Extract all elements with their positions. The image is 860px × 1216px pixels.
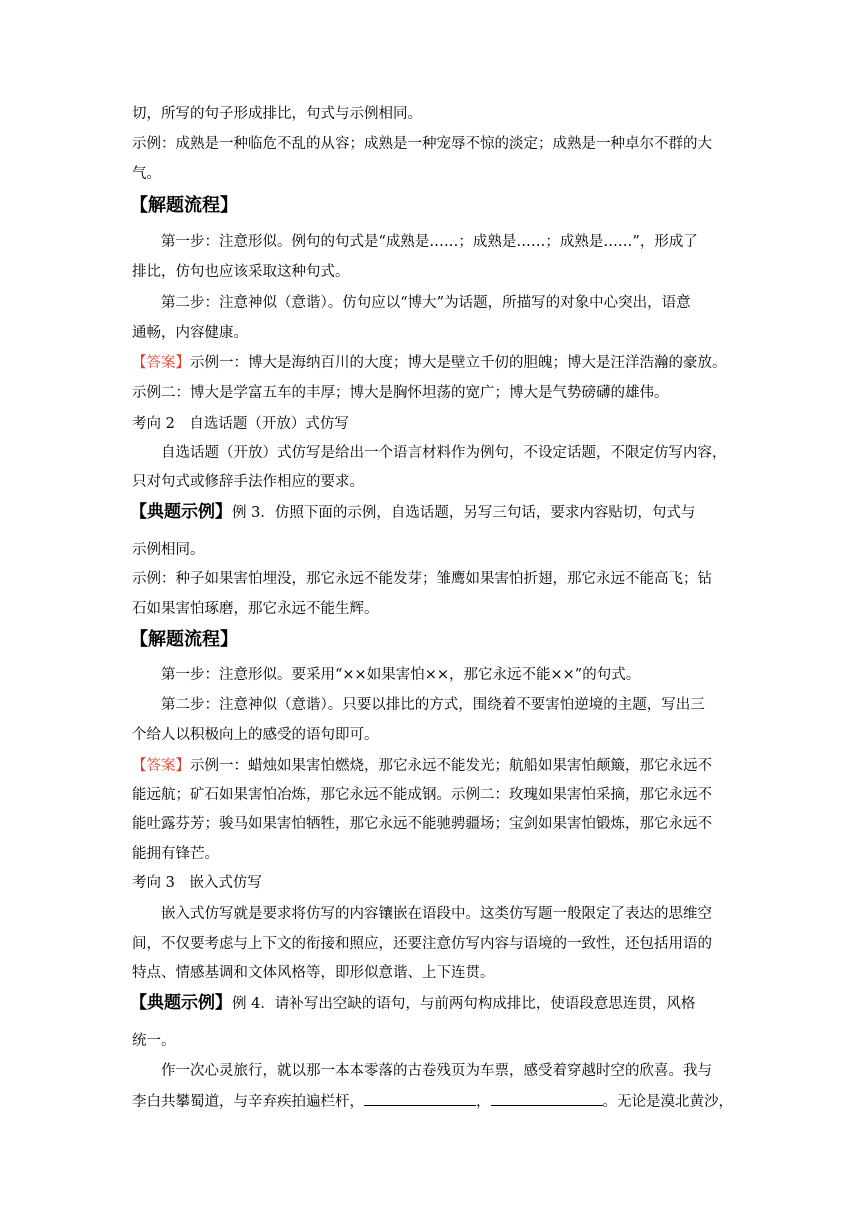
example-tag: 【典题示例】 [130, 502, 232, 522]
answer-tag: 【答案】 [132, 758, 190, 774]
text-line: 嵌入式仿写就是要求将仿写的内容镶嵌在语段中。这类仿写题一般限定了表达的思维空 [161, 906, 712, 922]
text-line: 能远航；矿石如果害怕冶炼，那它永远不能成钢。示例二：玫瑰如果害怕采摘，那它永远不 [132, 787, 712, 803]
answer-text: 示例一：蜡烛如果害怕燃烧，那它永远不能发光；航船如果害怕颠簸，那它永远不 [190, 758, 712, 774]
example-text: 例 3．仿照下面的示例，自选话题，另写三句话，要求内容贴切，句式与 [232, 505, 696, 521]
text-line: 第一步：注意形似。例句的句式是“成熟是……；成熟是……；成熟是……”，形成了 [161, 234, 698, 250]
text-line: 示例：种子如果害怕埋没，那它永远不能发芽；雏鹰如果害怕折翅，那它永远不能高飞；钻 [132, 571, 712, 587]
example-line [130, 502, 695, 523]
text-line: 石如果害怕琢磨，那它永远不能生辉。 [132, 601, 379, 617]
text-line: 能拥有锋芒。 [132, 846, 219, 862]
example-tag: 【典题示例】 [130, 993, 232, 1013]
answer-line [132, 756, 712, 776]
text-line: 只对句式或修辞手法作相应的要求。 [132, 474, 364, 490]
text-segment: 李白共攀蜀道，与辛弃疾拍遍栏杆， [132, 1094, 364, 1110]
text-line: 排比，仿句也应该采取这种句式。 [132, 264, 350, 280]
fill-in-line [132, 1091, 733, 1112]
text-line: 示例：成熟是一种临危不乱的从容；成熟是一种宠辱不惊的淡定；成熟是一种卓尔不群的大 [132, 136, 712, 152]
text-line: 能吐露芬芳；骏马如果害怕牺牲，那它永远不能驰骋疆场；宝剑如果害怕锻炼，那它永远不 [132, 816, 712, 832]
text-segment: 。无论是漠北黄沙， [602, 1094, 733, 1110]
text-segment: ， [476, 1094, 491, 1110]
text-line: 第一步：注意形似。要采用“××如果害怕××，那它永远不能××”的句式。 [161, 667, 641, 683]
text-line: 示例相同。 [132, 542, 205, 558]
text-line: 气。 [132, 166, 161, 182]
text-line: 作一次心灵旅行，就以那一本本零落的古卷残页为车票，感受着穿越时空的欣喜。我与 [161, 1063, 712, 1079]
text-line: 通畅，内容健康。 [132, 325, 248, 341]
text-line: 间，不仅要考虑与上下文的衔接和照应，还要注意仿写内容与语境的一致性，还包括用语的 [132, 936, 712, 952]
example-line [130, 993, 695, 1014]
text-line: 自选话题（开放）式仿写是给出一个语言材料作为例句，不设定话题，不限定仿写内容， [161, 445, 727, 461]
answer-blank[interactable] [364, 1091, 476, 1106]
text-line: 统一。 [132, 1033, 176, 1049]
example-text: 例 4．请补写出空缺的语句，与前两句构成排比，使语段意思连贯，风格 [232, 996, 696, 1012]
answer-line [132, 353, 727, 373]
text-line: 切，所写的句子形成排比，句式与示例相同。 [132, 106, 422, 122]
section-heading: 【解题流程】 [130, 195, 238, 216]
section-heading: 【解题流程】 [130, 629, 238, 650]
subsection-title: 考向 3 嵌入式仿写 [132, 875, 262, 891]
answer-tag: 【答案】 [132, 355, 190, 371]
answer-blank[interactable] [491, 1091, 603, 1106]
subsection-title: 考向 2 自选话题（开放）式仿写 [132, 416, 349, 432]
text-line: 第二步：注意神似（意谐）。只要以排比的方式，围绕着不要害怕逆境的主题，写出三 [161, 697, 705, 713]
text-line: 示例二：博大是学富五车的丰厚；博大是胸怀坦荡的宽广；博大是气势磅礴的雄伟。 [132, 385, 669, 401]
text-line: 个给人以积极向上的感受的语句即可。 [132, 727, 379, 743]
text-line: 第二步：注意神似（意谐）。仿句应以“博大”为话题，所描写的对象中心突出，语意 [161, 295, 691, 311]
text-line: 特点、情感基调和文体风格等，即形似意谐、上下连贯。 [132, 965, 495, 981]
answer-text: 示例一：博大是海纳百川的大度；博大是壁立千仞的胆魄；博大是汪洋浩瀚的豪放。 [190, 355, 727, 371]
